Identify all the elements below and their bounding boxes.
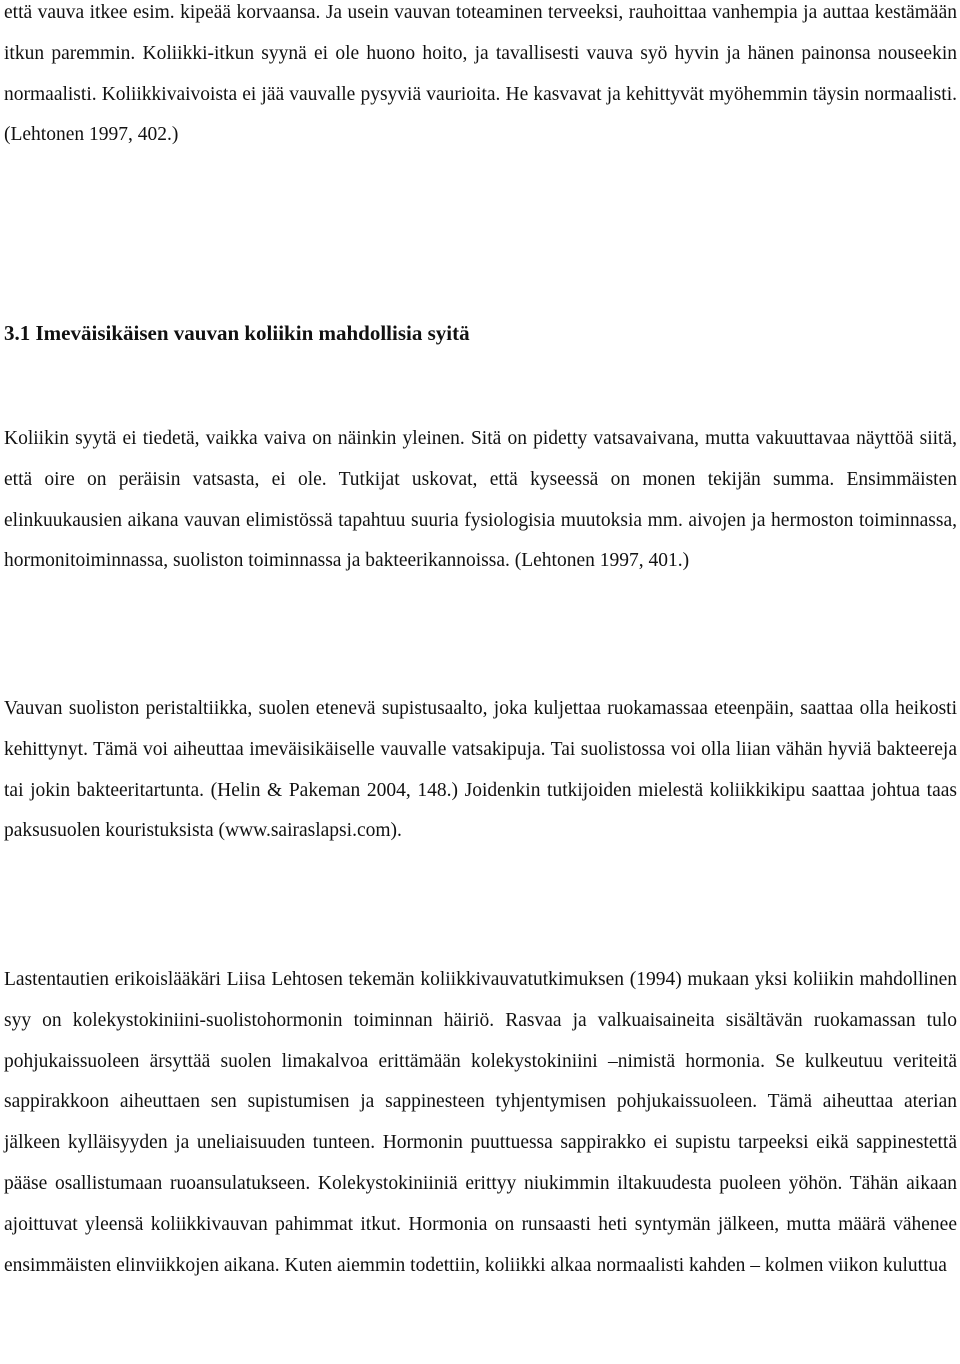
section-heading: 3.1 Imeväisikäisen vauvan koliikin mahdollisia syitä — [4, 321, 470, 345]
body-paragraph-3: Lastentautien erikoislääkäri Liisa Lehtosen tekemän koliikkivauvatutkimuksen (1994) mukaan yksi koliikin mahdollinen syy on kolekystokiniini-suolistohormonin toiminnan häiriö. Rasvaa ja valkuaisaineita sisältävän ruokamassan tulo pohjukaissuoleen ärsyttää suolen limakalvoa erittämään kolekystokiniini –nimistä hormonia. Se kulkeutuu veriteitä sappirakkoon aiheuttaen sen supistumisen ja sappinesteen tyhjentymisen pohjukaissuoleen. Tämä aiheuttaa aterian jälkeen kylläisyyden ja uneliaisuuden tunteen. Hormonin puuttuessa sappirakko ei supistu tarpeeksi eikä sappinestettä pääse osallistumaan ruoansulatukseen. Kolekystokiniiniä erittyy niukimmin iltakuudesta puoleen yöhön. Tähän aikaan ajoittuvat yleensä koliikkivauvan pahimmat itkut. Hormonia on runsaasti heti syntymän jälkeen, mutta määrä vähenee ensimmäisten elinviikkojen aikana. Kuten aiemmin todettiin, koliikki alkaa normaalisti kahden – kolmen viikon kuluttua — [4, 969, 957, 1276]
body-paragraph-1: Koliikin syytä ei tiedetä, vaikka vaiva on näinkin yleinen. Sitä on pidetty vatsavaivana, mutta vakuuttavaa näyttöä siitä, että oire on peräisin vatsasta, ei ole. Tutkijat uskovat, että kyseessä on monen tekijän summa. Ensimmäisten elinkuukausien aikana vauvan elimistössä tapahtuu suuria fysiologisia muutoksia mm. aivojen ja hermoston toiminnassa, hormonitoiminnassa, suoliston toiminnassa ja bakteerikannoissa. (Lehtonen 1997, 401.) — [4, 428, 957, 572]
body-paragraph-top: että vauva itkee esim. kipeää korvaansa. Ja usein vauvan toteaminen terveeksi, rauhoittaa vanhempia ja auttaa kestämään itkun paremmin. Koliikki-itkun syynä ei ole huono hoito, ja tavallisesti vauva syö hyvin ja hänen painonsa nouseekin normaalisti. Koliikkivaivoista ei jää vauvalle pysyviä vaurioita. He kasvavat ja kehittyvät myöhemmin täysin normaalisti. (Lehtonen 1997, 402.) — [4, 2, 957, 146]
body-paragraph-2: Vauvan suoliston peristaltiikka, suolen etenevä supistusaalto, joka kuljettaa ruokamassaa eteenpäin, saattaa olla heikosti kehittynyt. Tämä voi aiheuttaa imeväisikäiselle vauvalle vatsakipuja. Tai suolistossa voi olla liian vähän hyviä bakteereja tai jokin bakteeritartunta. (Helin & Pakeman 2004, 148.) Joidenkin tutkijoiden mielestä koliikkikipu saattaa johtua taas paksusuolen kouristuksista (www.sairaslapsi.com). — [4, 698, 957, 842]
